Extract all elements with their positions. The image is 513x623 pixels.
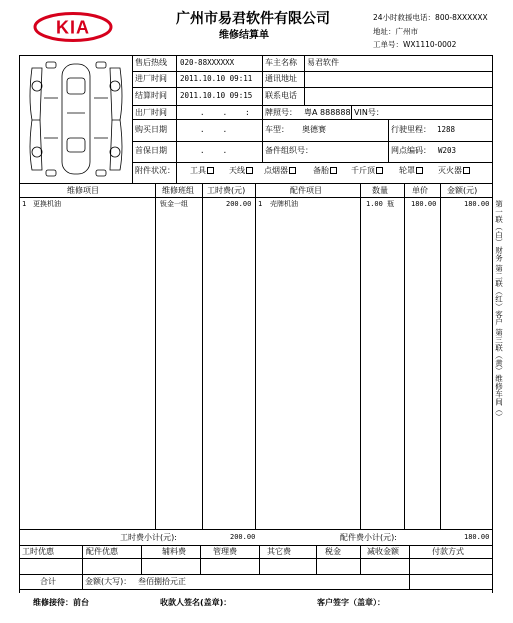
checkbox[interactable] <box>416 167 423 174</box>
model-label: 车型： <box>265 125 289 134</box>
owner-value: 易君软件 <box>307 58 339 67</box>
amount-caps-label: 金额(大写)： <box>85 577 132 586</box>
buy-date-label: 购买日期 <box>135 125 167 134</box>
checkbox[interactable] <box>289 167 296 174</box>
service-hotline-label: 售后热线 <box>135 58 167 67</box>
contact-address-label: 通讯地址 <box>265 74 297 83</box>
out-time-value: . . : <box>200 108 250 117</box>
header-unit-price: 单价 <box>412 186 428 195</box>
labor-discount-label: 工时优惠 <box>22 547 54 556</box>
parts-group-label: 备件组织号： <box>265 146 313 155</box>
receptionist-label: 维修接待：前台 <box>33 598 89 607</box>
order-number: 工单号：WX1110-0002 <box>373 40 457 49</box>
header-repair-team: 维修班组 <box>162 186 194 195</box>
row-quantity: 1.00 瓶 <box>366 200 395 208</box>
header-amount: 金额(元) <box>447 186 478 195</box>
plate-value: 粤A 888888 <box>304 108 351 117</box>
checkbox[interactable] <box>376 167 383 174</box>
accessory-label: 附件状况： <box>135 166 175 175</box>
labor-subtotal-value: 200.00 <box>230 533 256 541</box>
row-repair-item: 更换机油 <box>33 200 61 208</box>
management-fee-label: 管理费 <box>213 547 237 556</box>
cashier-signature-label: 收款人签名(盖章)： <box>160 598 232 607</box>
total-label: 合计 <box>40 577 56 586</box>
outlet-value: W203 <box>438 146 457 155</box>
receptionist-value: 前台 <box>73 598 89 607</box>
plate-label: 牌照号： <box>265 108 297 117</box>
model-value: 奥德赛 <box>302 125 326 134</box>
service-hotline-value: 020-88XXXXXX <box>180 58 235 67</box>
checkbox[interactable] <box>207 167 214 174</box>
other-fee-label: 其它费 <box>267 547 291 556</box>
phone-label: 联系电话 <box>265 91 297 100</box>
accessory-item[interactable]: 灭火器 <box>438 167 470 175</box>
settle-time-label: 结算时间 <box>135 91 167 100</box>
accessory-item[interactable]: 点烟器 <box>264 167 296 175</box>
header-repair-item: 维修项目 <box>67 186 99 195</box>
document-title: 维修结算单 <box>219 30 269 41</box>
checkbox[interactable] <box>246 167 253 174</box>
accessory-item[interactable]: 千斤顶 <box>351 167 383 175</box>
mileage-label: 行驶里程： <box>391 125 431 134</box>
first-maintenance-label: 首保日期 <box>135 146 167 155</box>
row-part: 壳牌机油 <box>270 200 298 208</box>
amount-caps-value: 叁佰捌拾元正 <box>138 577 186 586</box>
car-inspection-diagram <box>24 58 128 180</box>
out-time-label: 出厂时间 <box>135 108 167 117</box>
owner-label: 车主名称 <box>265 58 297 67</box>
customer-signature-label: 客户签字（盖章）： <box>317 598 385 607</box>
accessory-item[interactable]: 天线 <box>229 167 253 175</box>
payment-method-label: 付款方式 <box>432 547 464 556</box>
buy-date-value: . . <box>200 125 228 134</box>
material-fee-label: 辅料费 <box>162 547 186 556</box>
row-unit-price: 180.00 <box>411 200 437 208</box>
accessory-item[interactable]: 工具 <box>190 167 214 175</box>
row-amount: 180.00 <box>464 200 490 208</box>
accessory-item[interactable]: 轮罩 <box>399 167 423 175</box>
header-part-item: 配件项目 <box>290 186 322 195</box>
outlet-label: 网点编码： <box>391 146 431 155</box>
row-part-number: 1 <box>258 200 263 208</box>
kia-logo <box>33 12 113 42</box>
labor-subtotal-label: 工时费小计(元): <box>120 533 177 542</box>
kia-logo-text: KIA <box>56 17 90 38</box>
deduction-label: 减收金额 <box>367 547 399 556</box>
header-labor-fee: 工时费(元) <box>207 186 246 195</box>
checkbox[interactable] <box>330 167 337 174</box>
parts-subtotal-value: 180.00 <box>464 533 490 541</box>
accessory-item[interactable]: 备胎 <box>313 167 337 175</box>
first-maintenance-value: . . <box>200 146 228 155</box>
company-name: 广州市易君软件有限公司 <box>176 11 330 27</box>
company-address: 地址：广州市 <box>373 27 418 36</box>
checkbox[interactable] <box>463 167 470 174</box>
mileage-value: 1288 <box>437 125 456 134</box>
row-labor: 200.00 <box>226 200 252 208</box>
rescue-hotline: 24小时救援电话：800-8XXXXXX <box>373 13 488 22</box>
tax-label: 税金 <box>325 547 341 556</box>
in-time-value: 2011.10.10 09:11 <box>180 74 253 83</box>
vin-label: VIN号： <box>354 108 384 117</box>
row-team: 钣金一组 <box>160 200 188 208</box>
parts-subtotal-label: 配件费小计(元): <box>340 533 397 542</box>
row-number: 1 <box>22 200 27 208</box>
parts-discount-label: 配件优惠 <box>86 547 118 556</box>
copy-distribution-note: 第一联（白）财务 第二联（红）客户 第三联（黄）维修车间（） <box>494 200 504 421</box>
in-time-label: 进厂时间 <box>135 74 167 83</box>
header-quantity: 数量 <box>372 186 388 195</box>
settle-time-value: 2011.10.10 09:15 <box>180 91 253 100</box>
